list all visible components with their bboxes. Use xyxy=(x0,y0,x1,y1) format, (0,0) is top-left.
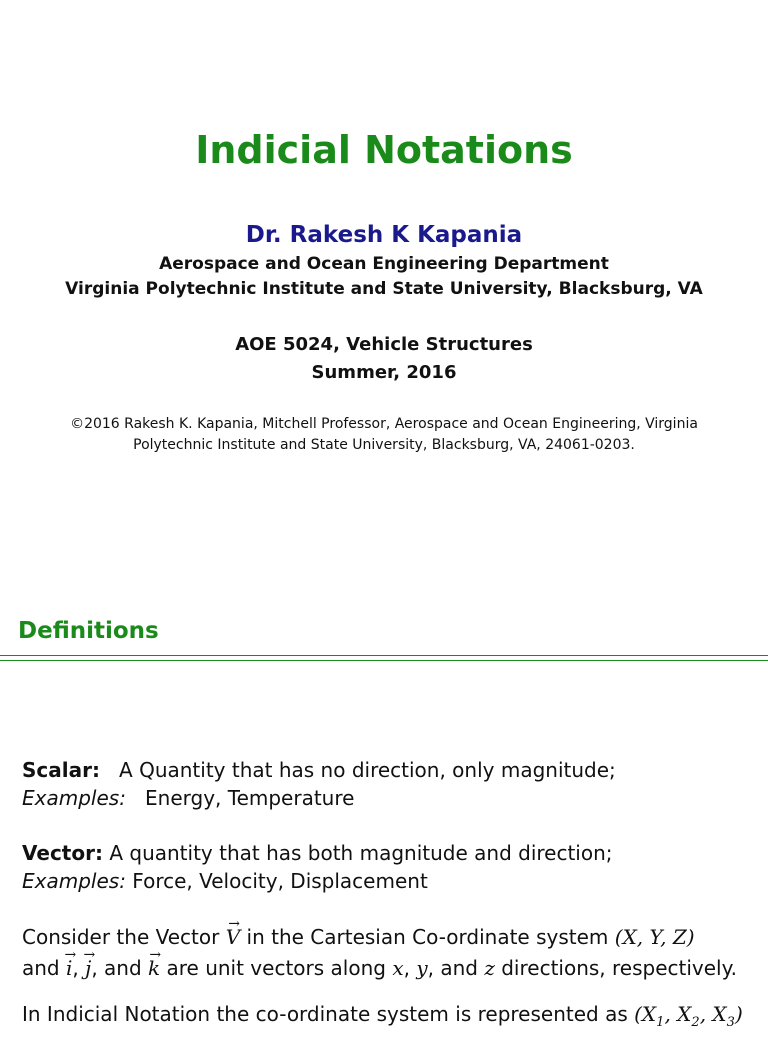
author-name: Dr. Rakesh K Kapania xyxy=(245,222,523,248)
scalar-text: A Quantity that has no direction, only magnitude; xyxy=(119,758,616,782)
scalar-definition xyxy=(22,756,616,812)
consider-text-1: Consider the Vector xyxy=(22,925,226,949)
copyright-line-1: ©2016 Rakesh K. Kapania, Mitchell Professor, Aerospace and Ocean Engineering, Virginia xyxy=(70,416,698,432)
department: Aerospace and Ocean Engineering Department xyxy=(159,254,609,274)
vector-examples: Force, Velocity, Displacement xyxy=(132,869,428,893)
copyright-line-2: Polytechnic Institute and State University, Blacksburg, VA, 24061-0203. xyxy=(133,437,635,453)
axis-z: z xyxy=(484,956,495,980)
vector-definition xyxy=(22,839,613,895)
indicial-paragraph xyxy=(22,1000,743,1037)
consider-paragraph: Consider the Vector → V in the Cartesian Co-ordinate system (X, Y, Z) and → i, → j, and → k are unit vectors along x, y, and z directions, respectively. xyxy=(22,922,737,984)
consider-text-2: in the Cartesian Co-ordinate system xyxy=(240,925,615,949)
scalar-examples: Energy, Temperature xyxy=(145,786,355,810)
section-heading: Definitions xyxy=(18,618,159,644)
scalar-examples-label: Examples: xyxy=(22,786,126,810)
unit-vector-i: → i xyxy=(66,953,72,984)
consider-text-4: directions, respectively. xyxy=(494,956,737,980)
heading-rule-bottom xyxy=(0,660,768,661)
scalar-term: Scalar: xyxy=(22,758,100,782)
indicial-coords: ($X_1$, $X_2$, $X_3$) xyxy=(634,1002,743,1030)
slide-title: Indicial Notations xyxy=(195,128,573,172)
vector-v-symbol: → V xyxy=(226,922,240,953)
vector-term: Vector: xyxy=(22,841,103,865)
unit-vector-j: → j xyxy=(85,953,91,984)
consider-text-3: are unit vectors along xyxy=(160,956,393,980)
coordinate-system: (X, Y, Z) xyxy=(614,925,695,949)
course-name: AOE 5024, Vehicle Structures xyxy=(235,334,533,355)
course-term: Summer, 2016 xyxy=(311,362,457,383)
unit-vector-k: → k xyxy=(148,953,160,984)
heading-rule-top xyxy=(0,655,768,656)
indicial-text: In Indicial Notation the co-ordinate system is represented as xyxy=(22,1002,635,1026)
vector-examples-label: Examples: xyxy=(22,869,126,893)
consider-and: and xyxy=(22,956,66,980)
axis-y: y xyxy=(416,956,428,980)
institution: Virginia Polytechnic Institute and State University, Blacksburg, VA xyxy=(65,279,703,299)
vector-text: A quantity that has both magnitude and direction; xyxy=(109,841,613,865)
axis-x: x xyxy=(392,956,404,980)
